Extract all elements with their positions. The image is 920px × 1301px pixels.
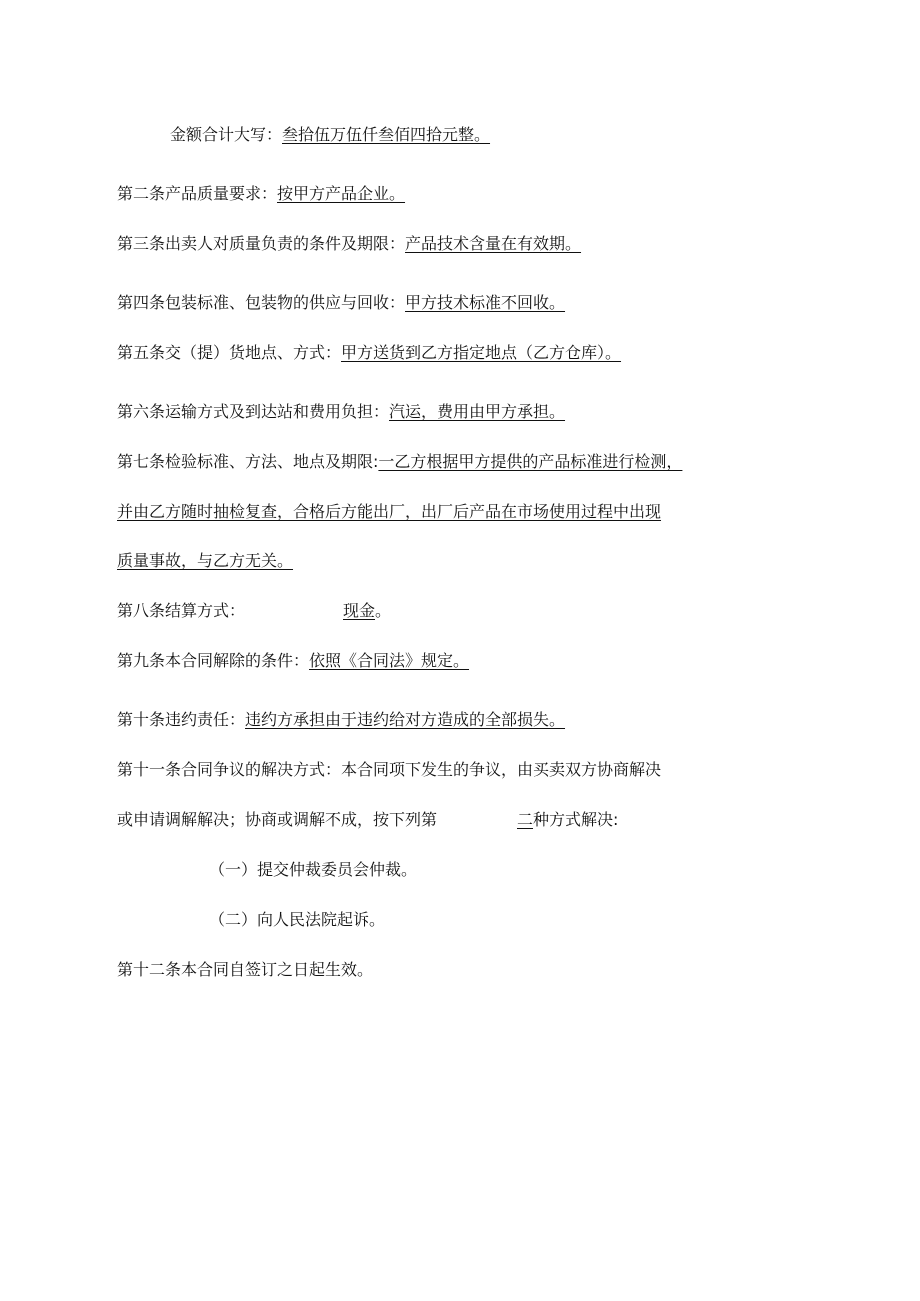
clause-label: 第六条运输方式及到达站和费用负担： (117, 402, 390, 421)
amount-value: 叁拾伍万伍仟叁佰四拾元整。 (282, 125, 491, 144)
clause-7-line-3 (117, 551, 293, 571)
clause-choice: 二 (517, 810, 534, 829)
clause-7-line-1 (117, 452, 682, 472)
clause-value: 甲方技术标准不回收。 (405, 293, 566, 312)
clause-value: 一乙方根据甲方提供的产品标准进行检测， (378, 452, 683, 471)
clause-12 (117, 960, 373, 980)
amount-label: 金额合计大写： (170, 125, 283, 144)
clause-label: 第七条检验标准、方法、地点及期限: (117, 452, 379, 471)
clause-value: 并由乙方随时抽检复查，合格后方能出厂，出厂后产品在市场使用过程中出现 (117, 502, 662, 521)
clause-11-choice-wrap (517, 810, 618, 830)
clause-10 (117, 710, 565, 730)
option-text: （二）向人民法院起诉。 (209, 910, 386, 929)
clause-8 (117, 601, 245, 621)
clause-value: 依照《合同法》规定。 (309, 651, 470, 670)
clause-text: 或申请调解解决；协商或调解不成，按下列第 (117, 810, 438, 829)
clause-value: 违约方承担由于违约给对方造成的全部损失。 (245, 710, 566, 729)
clause-11-line-2 (117, 810, 437, 830)
clause-6 (117, 402, 565, 422)
clause-text: 种方式解决: (533, 810, 619, 829)
clause-label: 第九条本合同解除的条件： (117, 651, 310, 670)
clause-label: 第四条包装标准、包装物的供应与回收： (117, 293, 406, 312)
clause-value: 按甲方产品企业。 (277, 184, 406, 203)
option-text: （一）提交仲裁委员会仲裁。 (209, 860, 418, 879)
clause-5 (117, 343, 621, 363)
amount-line (170, 125, 490, 145)
clause-value: 质量事故，与乙方无关。 (117, 551, 294, 570)
clause-label: 第五条交（提）货地点、方式： (117, 343, 342, 362)
clause-label: 第十条违约责任： (117, 710, 246, 729)
clause-11-option-1 (209, 860, 417, 880)
clause-4 (117, 293, 565, 313)
clause-2 (117, 184, 405, 204)
clause-11-line-1 (117, 760, 661, 780)
clause-label: 第三条出卖人对质量负责的条件及期限： (117, 234, 406, 253)
clause-7-line-2 (117, 502, 661, 522)
clause-9 (117, 651, 469, 671)
clause-value: 产品技术含量在有效期。 (405, 234, 582, 253)
clause-value: 甲方送货到乙方指定地点（乙方仓库）。 (341, 343, 622, 362)
clause-11-option-2 (209, 910, 385, 930)
clause-suffix: 。 (375, 601, 392, 620)
clause-text: 第十二条本合同自签订之日起生效。 (117, 960, 374, 979)
clause-8-value-wrap (343, 601, 391, 621)
clause-value: 汽运，费用由甲方承担。 (389, 402, 566, 421)
clause-value: 现金 (343, 601, 376, 620)
clause-label: 第八条结算方式： (117, 601, 246, 620)
clause-3 (117, 234, 581, 254)
clause-text: 第十一条合同争议的解决方式：本合同项下发生的争议，由买卖双方协商解决 (117, 760, 662, 779)
clause-label: 第二条产品质量要求： (117, 184, 278, 203)
